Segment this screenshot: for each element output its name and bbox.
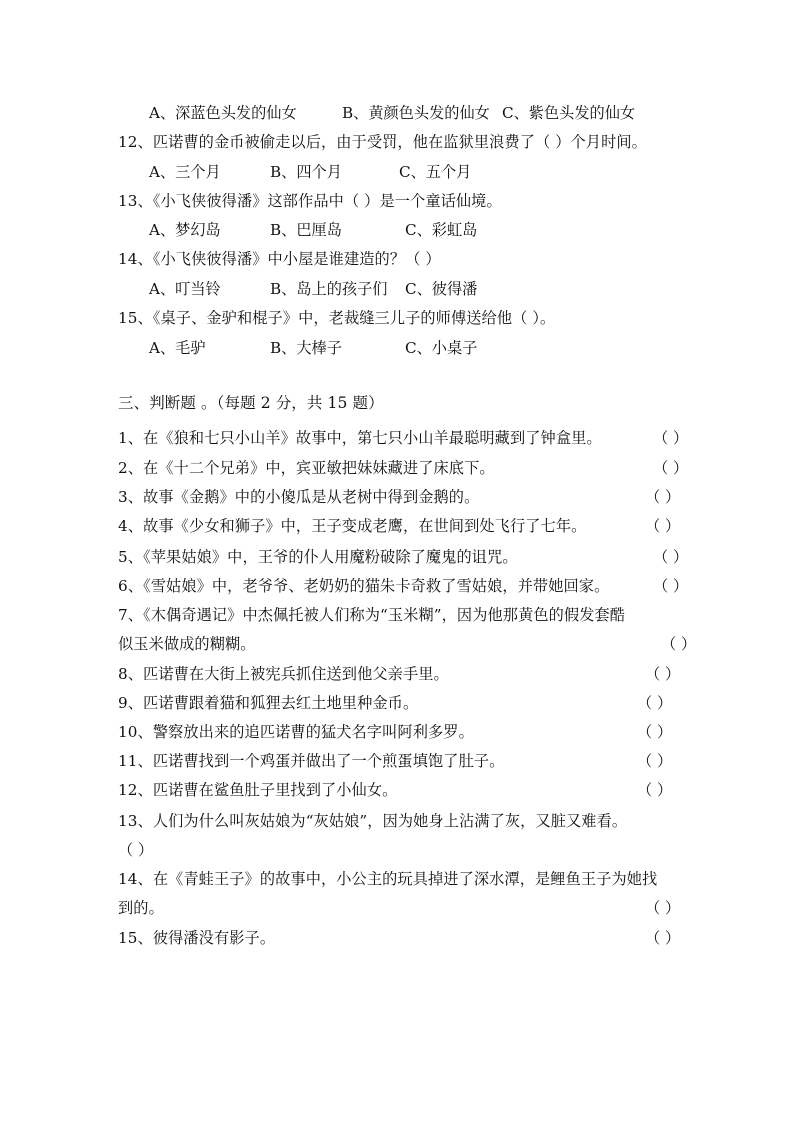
- judge-item-2: 2、在《十二个兄弟》中，宾亚敏把妹妹藏进了床底下。: [118, 459, 495, 477]
- q15-stem: 15、《桌子、金驴和棍子》中，老裁缝三儿子的师傅送给他（ ）。: [118, 309, 556, 327]
- answer-paren-10: （ ）: [637, 723, 673, 741]
- answer-paren-14: （ ）: [645, 899, 681, 917]
- q11-option-b: B、黄颜色头发的仙女: [342, 104, 490, 122]
- answer-paren-11: （ ）: [637, 752, 673, 770]
- answer-paren-15: （ ）: [645, 929, 681, 947]
- answer-paren-4: （ ）: [645, 517, 681, 535]
- q14-option-c: C、彼得潘: [405, 280, 478, 298]
- judge-item-8: 8、匹诺曹在大街上被宪兵抓住送到他父亲手里。: [118, 665, 449, 683]
- q14-option-a: A、叮当铃: [149, 280, 221, 298]
- q13-option-a: A、梦幻岛: [149, 221, 221, 239]
- judge-item-15: 15、彼得潘没有影子。: [118, 929, 276, 947]
- judge-item-7-cont: 似玉米做成的糊糊。: [118, 635, 256, 653]
- judge-item-14: 14、在《青蛙王子》的故事中，小公主的玩具掉进了深水潭，是鲤鱼王子为她找: [118, 870, 658, 888]
- answer-paren-13: （ ）: [118, 841, 154, 859]
- judge-item-1: 1、在《狼和七只小山羊》故事中，第七只小山羊最聪明藏到了钟盒里。: [118, 429, 602, 447]
- judge-item-11: 11、匹诺曹找到一个鸡蛋并做出了一个煎蛋填饱了肚子。: [118, 752, 505, 770]
- q12-option-c: C、五个月: [399, 163, 472, 181]
- answer-paren-6: （ ）: [653, 577, 689, 595]
- answer-paren-12: （ ）: [637, 781, 673, 799]
- judge-item-5: 5、《苹果姑娘》中，王爷的仆人用魔粉破除了魔鬼的诅咒。: [118, 548, 518, 566]
- q12-option-a: A、三个月: [149, 163, 221, 181]
- q13-option-c: C、彩虹岛: [405, 221, 478, 239]
- judge-item-10: 10、警察放出来的追匹诺曹的猛犬名字叫阿利多罗。: [118, 723, 474, 741]
- q13-option-b: B、巴厘岛: [270, 221, 342, 239]
- answer-paren-5: （ ）: [653, 548, 689, 566]
- judge-item-12: 12、匹诺曹在鲨鱼肚子里找到了小仙女。: [118, 781, 398, 799]
- judge-item-9: 9、匹诺曹跟着猫和狐狸去红土地里种金币。: [118, 694, 419, 712]
- section-header: 三、判断题 。（每题 2 分，共 15 题）: [118, 394, 384, 412]
- q14-stem: 14、《小飞侠彼得潘》中小屋是谁建造的？（ ）: [118, 250, 441, 268]
- answer-paren-2: （ ）: [653, 459, 689, 477]
- q15-option-a: A、毛驴: [149, 339, 206, 357]
- judge-item-14-cont: 到的。: [118, 899, 164, 917]
- q15-option-c: C、小桌子: [405, 339, 478, 357]
- answer-paren-1: （ ）: [653, 429, 689, 447]
- q11-option-c: C、紫色头发的仙女: [502, 104, 636, 122]
- q12-stem: 12、匹诺曹的金币被偷走以后，由于受罚，他在监狱里浪费了（ ）个月时间。: [118, 133, 647, 151]
- judge-item-13: 13、人们为什么叫灰姑娘为“灰姑娘”，因为她身上沾满了灰，又脏又难看。: [118, 812, 628, 830]
- judge-item-3: 3、故事《金鹅》中的小傻瓜是从老树中得到金鹅的。: [118, 488, 480, 506]
- answer-paren-3: （ ）: [645, 488, 681, 506]
- judge-item-7: 7、《木偶奇遇记》中杰佩托被人们称为“玉米糊”，因为他那黄色的假发套酷: [118, 606, 626, 624]
- q12-option-b: B、四个月: [270, 163, 342, 181]
- q13-stem: 13、《小飞侠彼得潘》这部作品中（ ）是一个童话仙境。: [118, 192, 502, 210]
- judge-item-4: 4、故事《少女和狮子》中，王子变成老鹰，在世间到处飞行了七年。: [118, 517, 587, 535]
- judge-item-6: 6、《雪姑娘》中，老爷爷、老奶奶的猫朱卡奇救了雪姑娘，并带她回家。: [118, 577, 610, 595]
- q11-option-a: A、深蓝色头发的仙女: [149, 104, 297, 122]
- q14-option-b: B、岛上的孩子们: [270, 280, 388, 298]
- answer-paren-9: （ ）: [637, 694, 673, 712]
- q15-option-b: B、大棒子: [270, 339, 342, 357]
- answer-paren-7: （ ）: [661, 635, 697, 653]
- answer-paren-8: （ ）: [645, 665, 681, 683]
